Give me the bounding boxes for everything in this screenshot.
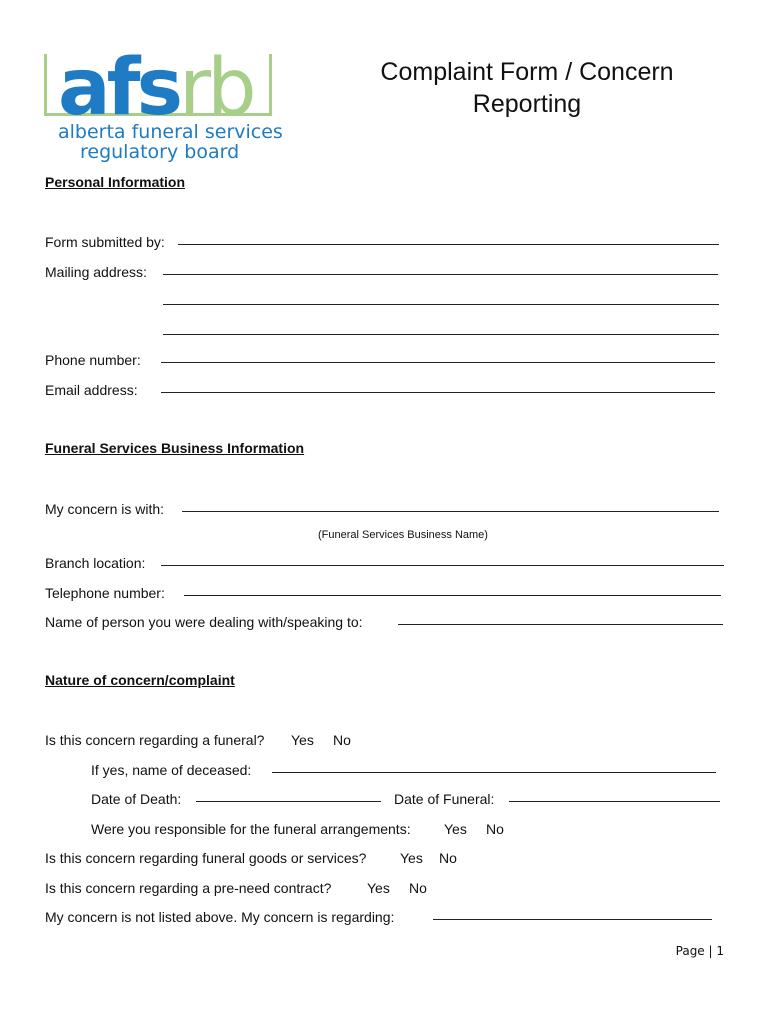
label-concern-with: My concern is with: xyxy=(45,501,165,517)
field-person[interactable] xyxy=(398,624,723,625)
field-deceased[interactable] xyxy=(272,772,716,773)
field-date-funeral[interactable] xyxy=(509,801,720,802)
label-email: Email address: xyxy=(45,382,138,398)
field-telephone[interactable] xyxy=(184,595,721,596)
option-responsible-no[interactable]: No xyxy=(486,821,504,837)
label-submitted-by: Form submitted by: xyxy=(45,234,165,250)
page-title: Complaint Form / Concern Reporting xyxy=(380,58,674,118)
option-goods-yes[interactable]: Yes xyxy=(400,850,423,866)
label-date-death: Date of Death: xyxy=(91,791,182,807)
field-other[interactable] xyxy=(433,919,712,920)
section-heading-business: Funeral Services Business Information xyxy=(45,440,305,456)
label-branch: Branch location: xyxy=(45,555,146,571)
label-mailing-address: Mailing address: xyxy=(45,264,147,280)
option-preneed-no[interactable]: No xyxy=(409,880,427,896)
label-phone: Phone number: xyxy=(45,352,141,368)
field-mailing-address-3[interactable] xyxy=(163,334,719,335)
logo-line-2: regulatory board xyxy=(80,141,240,163)
question-funeral: Is this concern regarding a funeral? xyxy=(45,732,265,748)
field-submitted-by[interactable] xyxy=(178,244,719,245)
afsrb-logo xyxy=(44,43,283,164)
field-mailing-address-1[interactable] xyxy=(163,274,718,275)
logo-bar-right xyxy=(269,54,272,116)
field-email[interactable] xyxy=(161,392,715,393)
option-funeral-no[interactable]: No xyxy=(333,732,351,748)
field-mailing-address-2[interactable] xyxy=(163,304,719,305)
option-responsible-yes[interactable]: Yes xyxy=(444,821,467,837)
hint-business-name: (Funeral Services Business Name) xyxy=(318,529,488,541)
field-branch[interactable] xyxy=(161,565,724,566)
question-preneed: Is this concern regarding a pre-need contract? xyxy=(45,880,332,896)
option-funeral-yes[interactable]: Yes xyxy=(291,732,314,748)
question-goods: Is this concern regarding funeral goods or services? xyxy=(45,850,367,866)
question-responsible: Were you responsible for the funeral arrangements: xyxy=(91,821,411,837)
label-person: Name of person you were dealing with/speaking to: xyxy=(45,614,363,630)
label-deceased: If yes, name of deceased: xyxy=(91,762,252,778)
page-number: Page | 1 xyxy=(675,944,724,958)
logo-wordmark: afsrb xyxy=(58,43,253,133)
option-goods-no[interactable]: No xyxy=(439,850,457,866)
logo-line-1: alberta funeral services xyxy=(58,121,283,143)
section-heading-personal: Personal Information xyxy=(45,174,186,190)
field-date-death[interactable] xyxy=(196,801,381,802)
label-telephone: Telephone number: xyxy=(45,585,165,601)
section-heading-nature: Nature of concern/complaint xyxy=(45,672,235,688)
option-preneed-yes[interactable]: Yes xyxy=(367,880,390,896)
label-date-funeral: Date of Funeral: xyxy=(394,791,495,807)
field-phone[interactable] xyxy=(161,362,715,363)
field-concern-with[interactable] xyxy=(182,511,719,512)
question-other: My concern is not listed above. My concern is regarding: xyxy=(45,909,395,925)
logo-bar-left xyxy=(44,54,47,116)
